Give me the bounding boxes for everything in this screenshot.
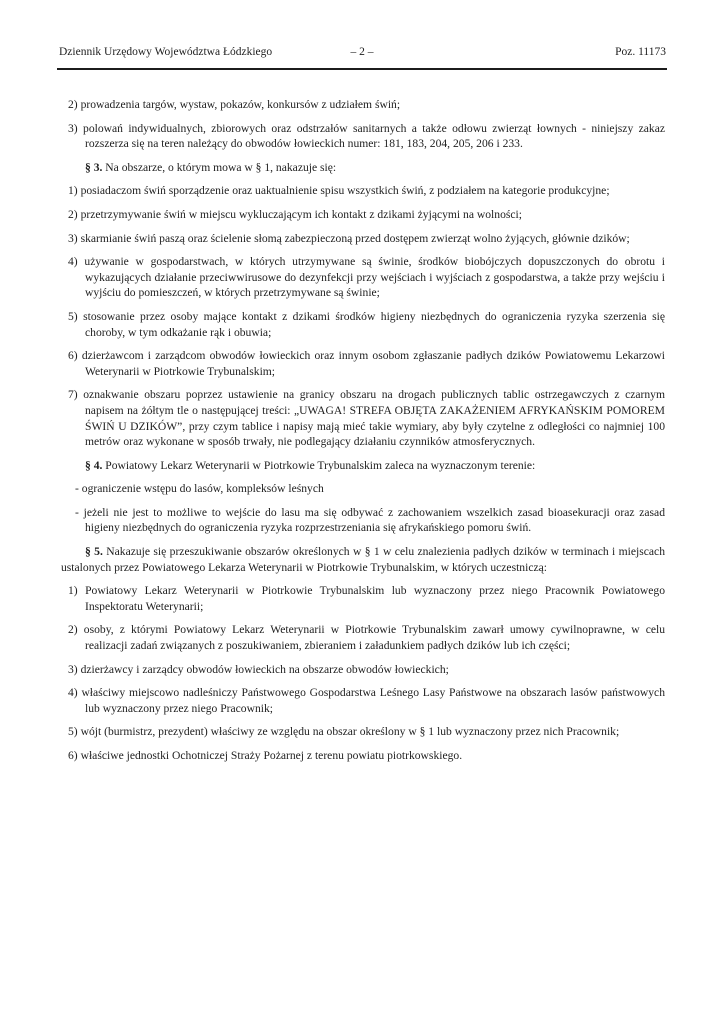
- list-marker: -: [75, 482, 79, 496]
- list-marker: 3): [68, 121, 78, 135]
- item-text: Na obszarze, o którym mowa w § 1, nakazuje się:: [105, 160, 337, 174]
- list-marker: 5): [68, 309, 78, 323]
- header-rule: [57, 68, 667, 70]
- section-label: § 5.: [85, 545, 103, 559]
- item-text: właściwe jednostki Ochotniczej Straży Pożarnej z terenu powiatu piotrkowskiego.: [80, 749, 463, 762]
- list-marker: 3): [68, 231, 78, 245]
- item-text: wójt (burmistrz, prezydent) właściwy ze względu na obszar określony w § 1 lub wyznaczony przez nich Pracownik;: [80, 725, 620, 739]
- list-marker: 3): [68, 662, 78, 676]
- item-text: dzierżawcy i zarządcy obwodów łowieckich na obszarze obwodów łowieckich;: [80, 662, 449, 676]
- list-marker: 2): [68, 623, 78, 637]
- document-body: [61, 97, 665, 764]
- position-number: Poz. 11173: [615, 46, 666, 58]
- list-marker: 2): [68, 207, 78, 221]
- list-item: [68, 685, 665, 716]
- list-item: [68, 207, 665, 223]
- section-label: § 4.: [85, 458, 103, 472]
- list-marker: -: [75, 505, 79, 519]
- item-text: osoby, z którymi Powiatowy Lekarz Weterynarii w Piotrkowie Trybunalskim zawarł umowy cywilnoprawne, w celu realizacji zadań związanych z poszukiwaniem, zbieraniem i załadunkiem padłych dzików lub ich części;: [83, 623, 665, 653]
- list-item: [68, 662, 665, 678]
- item-text: jeżeli nie jest to możliwe to wejście do lasu ma się odbywać z zachowaniem wszelkich zasad bioasekuracji oraz zasad higieny niezbędnych do ograniczenia ryzyka rozprzestrzeniania się afrykańskiego pomoru świń.: [83, 505, 665, 535]
- item-text: polowań indywidualnych, zbiorowych oraz odstrzałów sanitarnych a także odłowu zwierząt łownych - niniejszy zakaz rozszerza się na teren należący do obwodów łowieckich numer: 181, 183, 204, 205, 206 i 233.: [83, 121, 665, 151]
- item-text: właściwy miejscowo nadleśniczy Państwowego Gospodarstwa Leśnego Lasy Państwowe na obszarach lasów państwowych lub wyznaczony przez niego Pracownik;: [81, 686, 665, 715]
- list-item: [68, 97, 665, 113]
- list-marker: 2): [68, 98, 78, 111]
- list-marker: 5): [68, 725, 78, 739]
- list-item: [68, 748, 665, 764]
- section-label: § 3.: [85, 160, 103, 174]
- page-header: [57, 46, 667, 61]
- section-paragraph: [61, 160, 665, 176]
- page-number: – 2 –: [350, 46, 374, 58]
- list-marker: 6): [68, 349, 78, 363]
- journal-title: Dziennik Urzędowy Województwa Łódzkiego: [59, 46, 273, 58]
- dash-item: [75, 505, 665, 536]
- list-item: [68, 387, 665, 449]
- list-item: [68, 121, 665, 152]
- dash-item: [75, 481, 665, 497]
- list-marker: 4): [68, 686, 78, 700]
- section-paragraph: [61, 544, 665, 575]
- item-text: ograniczenie wstępu do lasów, kompleksów leśnych: [81, 482, 324, 496]
- item-text: Nakazuje się przeszukiwanie obszarów określonych w § 1 w celu znalezienia padłych dzików w terminach i miejscach ustalonych przez Powiatowego Lekarza Weterynarii w Piotrkowie Trybunalskim, w których uczestniczą:: [61, 545, 665, 574]
- item-text: prowadzenia targów, wystaw, pokazów, konkursów z udziałem świń;: [80, 98, 401, 111]
- list-marker: 4): [68, 255, 78, 269]
- list-item: [68, 724, 665, 740]
- list-item: [68, 254, 665, 301]
- list-marker: 1): [68, 584, 78, 598]
- list-item: [68, 183, 665, 199]
- list-item: [68, 309, 665, 340]
- list-marker: 7): [68, 388, 78, 402]
- item-text: skarmianie świń paszą oraz ścielenie słomą zabezpieczoną przed dostępem zwierząt wolno żyjących, głównie dzików;: [80, 231, 630, 245]
- list-marker: 6): [68, 749, 78, 762]
- item-text: oznakwanie obszaru poprzez ustawienie na granicy obszaru na drogach publicznych tablic ostrzegawczych z czarnym napisem na żółtym tle o następującej treści: „UWAGA! STREFA OBJĘTA ZAKAŻENIEM AFRYKAŃSKIM POMOREM ŚWIŃ U DZIKÓW”, przy czym tablice i napisy mają mieć takie wymiary, aby były czytelne z odległości co najmniej 100 metrów oraz wykonane w sposób trwały, nie podlegający działaniu czynników atmosferycznych.: [83, 388, 665, 449]
- item-text: przetrzymywanie świń w miejscu wykluczającym ich kontakt z dzikami żyjącymi na wolności;: [80, 207, 522, 221]
- item-text: Powiatowy Lekarz Weterynarii w Piotrkowie Trybunalskim zaleca na wyznaczonym terenie:: [105, 458, 536, 472]
- item-text: posiadaczom świń sporządzenie oraz uaktualnienie spisu wszystkich świń, z podziałem na kategorie produkcyjne;: [80, 184, 610, 198]
- list-item: [68, 583, 665, 614]
- item-text: używanie w gospodarstwach, w których utrzymywane są świnie, środków biobójczych dopuszczonych do obrotu i wykazujących działanie przeciwwirusowe do dezynfekcji przy wejściach i wyjściach z gospodarstwa, a także przy wejściu i wyjściu do pomieszczeń, w których przetrzymywane są świnie;: [84, 255, 665, 300]
- item-text: Powiatowy Lekarz Weterynarii w Piotrkowie Trybunalskim lub wyznaczony przez niego Pracownik Powiatowego Inspektoratu Weterynarii;: [85, 584, 665, 613]
- section-paragraph: [61, 458, 665, 474]
- list-item: [68, 622, 665, 653]
- list-item: [68, 231, 665, 247]
- item-text: stosowanie przez osoby mające kontakt z dzikami środków higieny niezbędnych do ograniczenia ryzyka szerzenia się choroby, w tym odkażanie rąk i obuwia;: [83, 309, 665, 339]
- list-item: [68, 348, 665, 379]
- list-marker: 1): [68, 184, 78, 198]
- item-text: dzierżawcom i zarządcom obwodów łowieckich oraz innym osobom zgłaszanie padłych dzików Powiatowemu Lekarzowi Weterynarii w Piotrkowie Trybunalskim;: [81, 349, 665, 378]
